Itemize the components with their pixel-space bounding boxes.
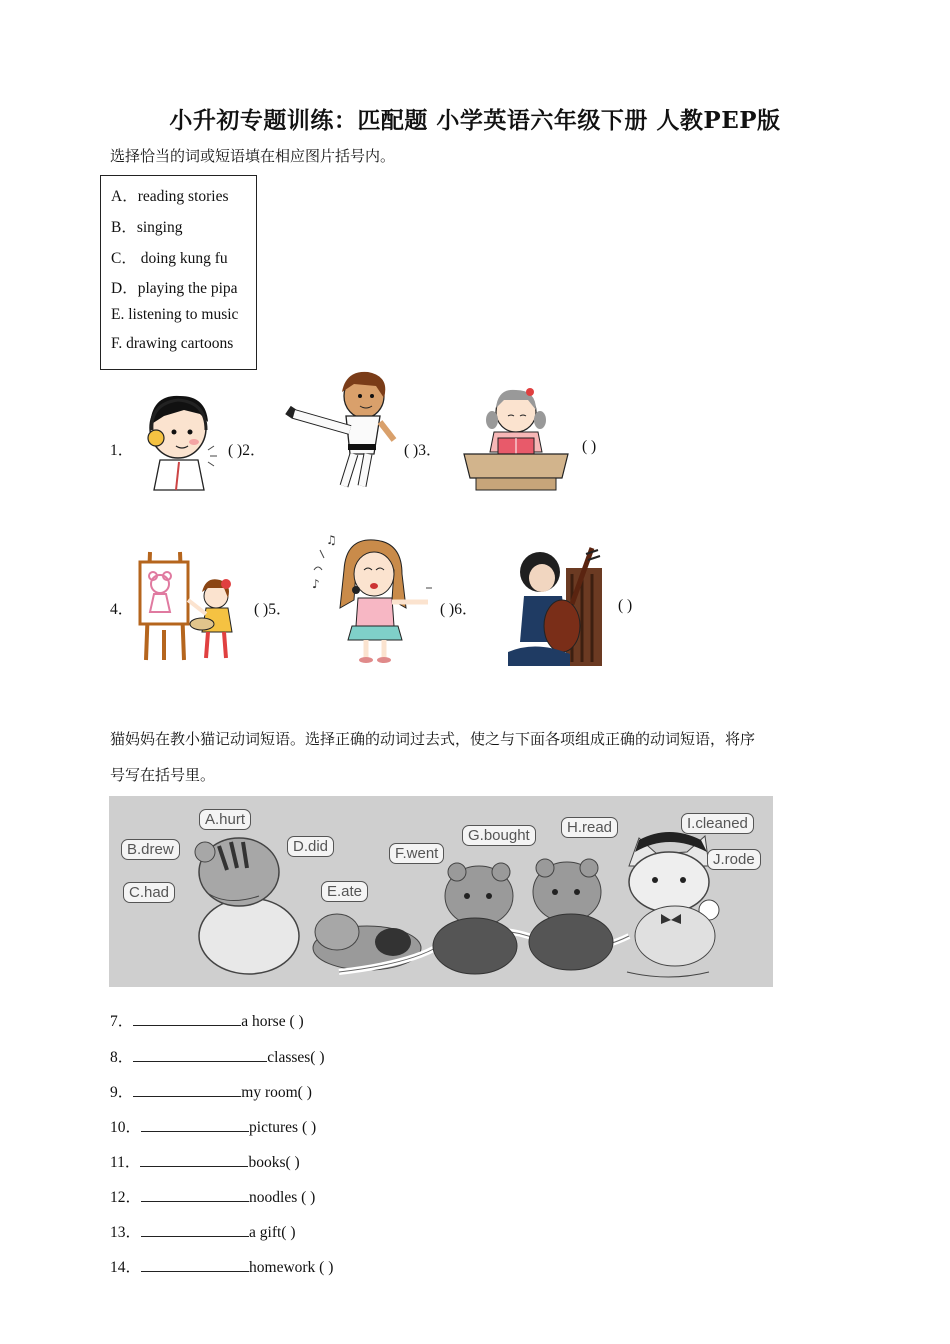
bubble-a: A.hurt [199, 809, 251, 830]
fill-item-8 [110, 1045, 325, 1067]
drawing-cartoons-picture [136, 550, 240, 662]
item-text: my room( ) [241, 1084, 312, 1101]
item-number: 10． [110, 1119, 142, 1136]
options-box [100, 175, 257, 370]
item-6-paren: ( ) [618, 597, 633, 614]
answer-blank[interactable] [133, 1047, 267, 1062]
answer-blank[interactable] [140, 1152, 248, 1167]
fill-item-10 [110, 1115, 316, 1137]
item-number: 11． [110, 1154, 141, 1171]
option-b: B．singing [111, 219, 183, 236]
bubble-j: J.rode [707, 849, 761, 870]
item-text: classes( ) [267, 1049, 325, 1066]
fill-item-14 [110, 1255, 333, 1277]
option-e: E. listening to music [111, 306, 239, 323]
item-1-number: 1． [110, 442, 134, 459]
item-text: books( ) [248, 1154, 300, 1171]
bubble-f: F.went [389, 843, 444, 864]
item-5-paren: ( )6． [440, 601, 478, 618]
option-d: D．playing the pipa [111, 280, 238, 297]
svg-text:♫: ♫ [326, 533, 337, 547]
bubble-i: I.cleaned [681, 813, 754, 834]
answer-blank[interactable] [133, 1011, 241, 1026]
option-c: C． doing kung fu [111, 250, 228, 267]
fill-item-12 [110, 1185, 315, 1207]
answer-blank[interactable] [141, 1117, 249, 1132]
item-2-paren: ( )3． [404, 442, 442, 459]
cat-scene-image [109, 796, 773, 987]
option-f: F. drawing cartoons [111, 335, 234, 352]
answer-blank[interactable] [141, 1222, 249, 1237]
bubble-e: E.ate [321, 881, 368, 902]
instruction-1: 选择恰当的词或短语填在相应图片括号内。 [110, 147, 396, 165]
item-text: a gift( ) [249, 1224, 296, 1241]
bubble-h: H.read [561, 817, 618, 838]
bubble-d: D.did [287, 836, 334, 857]
bubble-g: G.bought [462, 825, 536, 846]
item-number: 12． [110, 1189, 142, 1206]
kung-fu-picture [284, 370, 399, 492]
item-3-paren: ( ) [582, 438, 597, 455]
item-text: pictures ( ) [249, 1119, 317, 1136]
answer-blank[interactable] [133, 1082, 241, 1097]
listening-music-picture [140, 390, 222, 492]
item-text: homework ( ) [249, 1259, 334, 1276]
instruction-2-line2: 号写在括号里。 [110, 766, 216, 784]
item-number: 7． [110, 1013, 134, 1030]
item-4-paren: ( )5． [254, 601, 292, 618]
playing-pipa-picture [506, 544, 606, 666]
fill-item-9 [110, 1080, 312, 1102]
item-number: 9． [110, 1084, 134, 1101]
answer-blank[interactable] [141, 1187, 249, 1202]
bubble-c: C.had [123, 882, 175, 903]
fill-item-13 [110, 1220, 296, 1242]
answer-blank[interactable] [141, 1257, 249, 1272]
reading-stories-picture [462, 386, 570, 492]
item-number: 8． [110, 1049, 134, 1066]
item-4-number: 4． [110, 601, 134, 618]
item-text: a horse ( ) [241, 1013, 304, 1030]
instruction-2-line1: 猫妈妈在教小猫记动词短语。选择正确的动词过去式，使之与下面各项组成正确的动词短语，将序 [110, 730, 756, 748]
option-a: A．reading stories [111, 188, 229, 205]
item-number: 13． [110, 1224, 142, 1241]
bubble-b: B.drew [121, 839, 180, 860]
page-title: 小升初专题训练：匹配题 小学英语六年级下册 人教PEP版 [169, 107, 781, 134]
fill-item-7 [110, 1009, 304, 1031]
svg-text:♪: ♪ [312, 577, 320, 591]
singing-picture [310, 530, 436, 664]
item-number: 14． [110, 1259, 142, 1276]
item-text: noodles ( ) [249, 1189, 316, 1206]
fill-item-11 [110, 1150, 300, 1172]
item-1-paren: ( )2． [228, 442, 266, 459]
